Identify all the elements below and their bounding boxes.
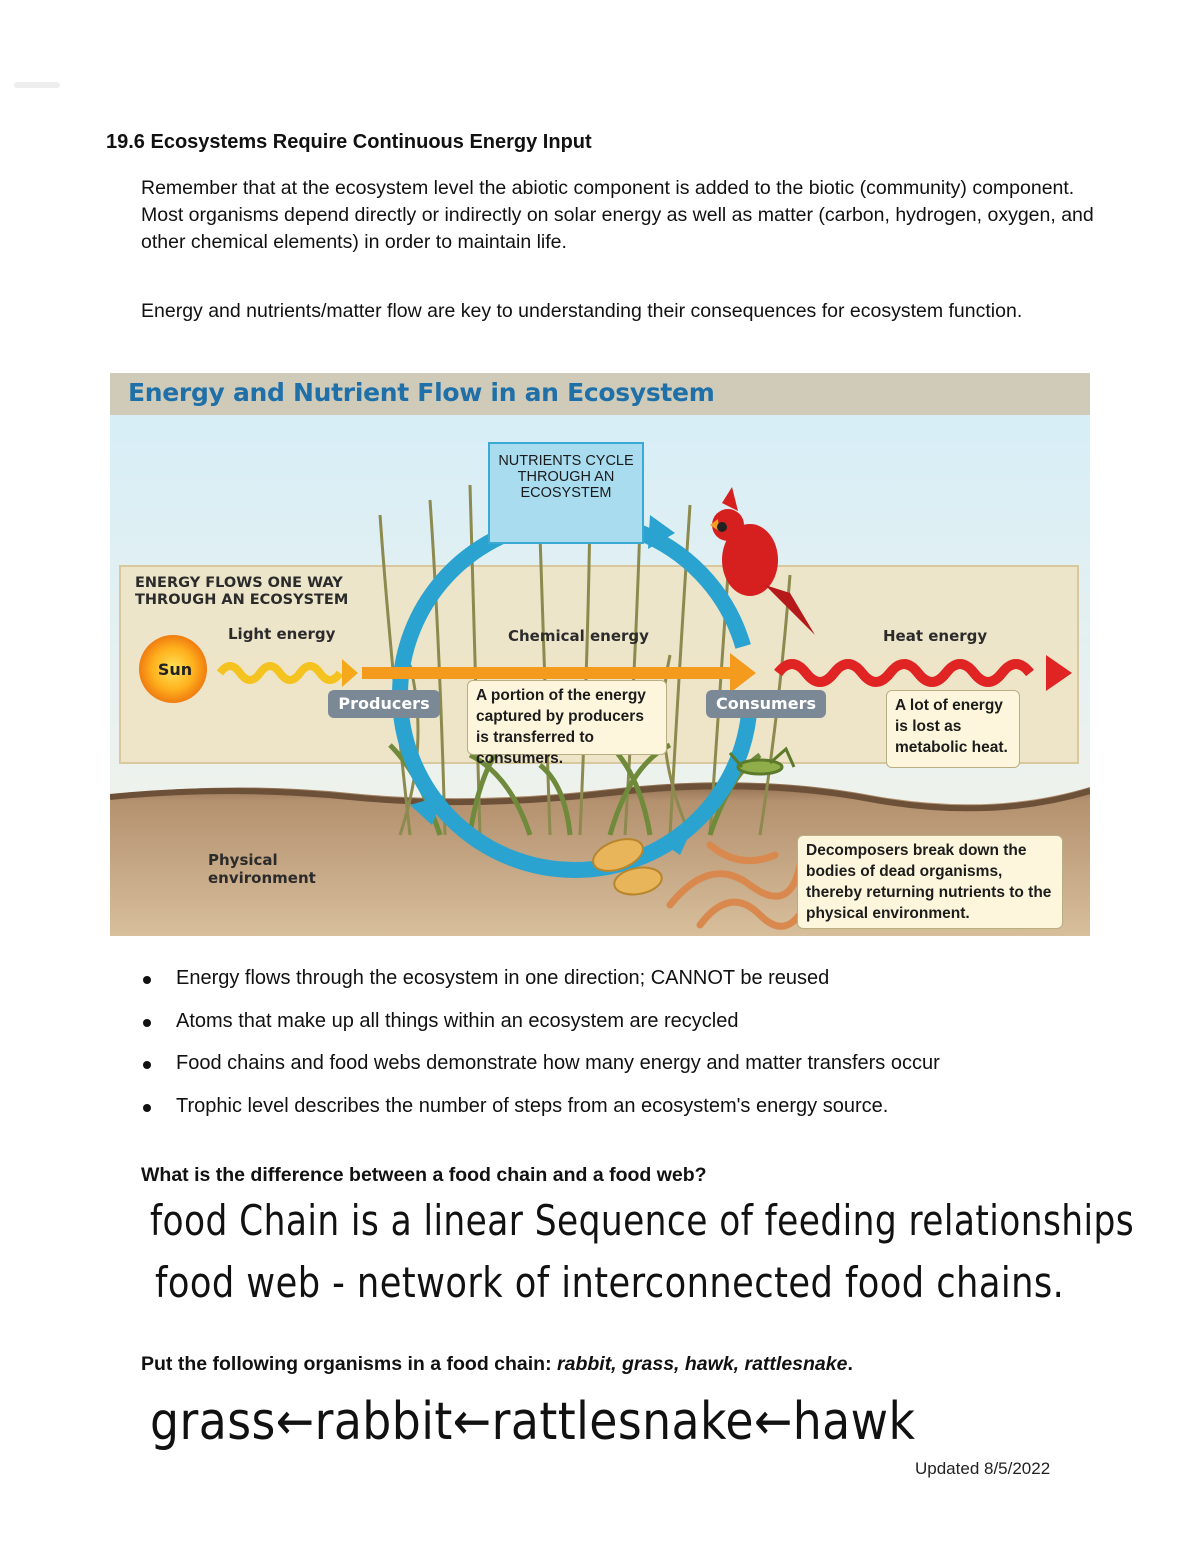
- ecosystem-figure: [110, 373, 1090, 936]
- figure-title: Energy and Nutrient Flow in an Ecosystem: [128, 378, 715, 407]
- bullet-list: [141, 966, 940, 1136]
- question-food-chain-vs-web: What is the difference between a food chain and a food web?: [141, 1164, 707, 1186]
- consumers-label: Consumers: [706, 690, 826, 718]
- light-energy-label: Light energy: [228, 625, 336, 643]
- corner-mark: [14, 82, 60, 88]
- figure-body: [110, 415, 1090, 936]
- heat-energy-label: Heat energy: [883, 627, 988, 645]
- energy-paragraph: Energy and nutrients/matter flow are key to understanding their consequences for ecosystem function.: [141, 300, 1023, 322]
- figure-header: [110, 373, 1090, 415]
- handwritten-answer-line-1: food Chain is a linear Sequence of feeding relationships: [150, 1196, 1135, 1245]
- sun-label: Sun: [157, 660, 193, 679]
- bullet-item: Trophic level describes the number of steps from an ecosystem's energy source.: [141, 1094, 940, 1137]
- chemical-energy-arrow: [362, 667, 732, 679]
- section-title: 19.6 Ecosystems Require Continuous Energy Input: [106, 131, 592, 153]
- updated-date: Updated 8/5/2022: [915, 1459, 1051, 1478]
- question-prefix: Put the following organisms in a food chain:: [141, 1353, 558, 1375]
- heat-note: A lot of energy is lost as metabolic heat.: [886, 690, 1020, 768]
- chemical-energy-label: Chemical energy: [508, 627, 649, 645]
- organism-list: rabbit, grass, hawk, rattlesnake: [557, 1353, 848, 1375]
- energy-flow-title: ENERGY FLOWS ONE WAY THROUGH AN ECOSYSTEM: [135, 575, 349, 609]
- decomposers-note: Decomposers break down the bodies of dead organisms, thereby returning nutrients to the physical environment.: [797, 835, 1063, 929]
- question-food-chain-order: [141, 1353, 853, 1376]
- nutrients-cycle-box: NUTRIENTS CYCLE THROUGH AN ECOSYSTEM: [488, 442, 644, 544]
- bullet-item: Food chains and food webs demonstrate how many energy and matter transfers occur: [141, 1051, 940, 1094]
- handwritten-answer-line-2: food web - network of interconnected food chains.: [155, 1258, 1065, 1307]
- intro-paragraph: Remember that at the ecosystem level the abiotic component is added to the biotic (community) component. Most organisms depend directly or indirectly on solar energy as well as matter (carbon, hydrogen, oxygen, and other chemical elements) in order to maintain life.: [141, 177, 1094, 253]
- bullet-item: Atoms that make up all things within an ecosystem are recycled: [141, 1009, 940, 1052]
- physical-environment-label: Physical environment: [208, 851, 316, 887]
- handwritten-food-chain-answer: grass←rabbit←rattlesnake←hawk: [150, 1392, 916, 1452]
- producers-note: A portion of the energy captured by producers is transferred to consumers.: [467, 680, 667, 755]
- producers-label: Producers: [328, 690, 440, 718]
- question-suffix: .: [847, 1353, 853, 1375]
- bullet-item: Energy flows through the ecosystem in one direction; CANNOT be reused: [141, 966, 940, 1009]
